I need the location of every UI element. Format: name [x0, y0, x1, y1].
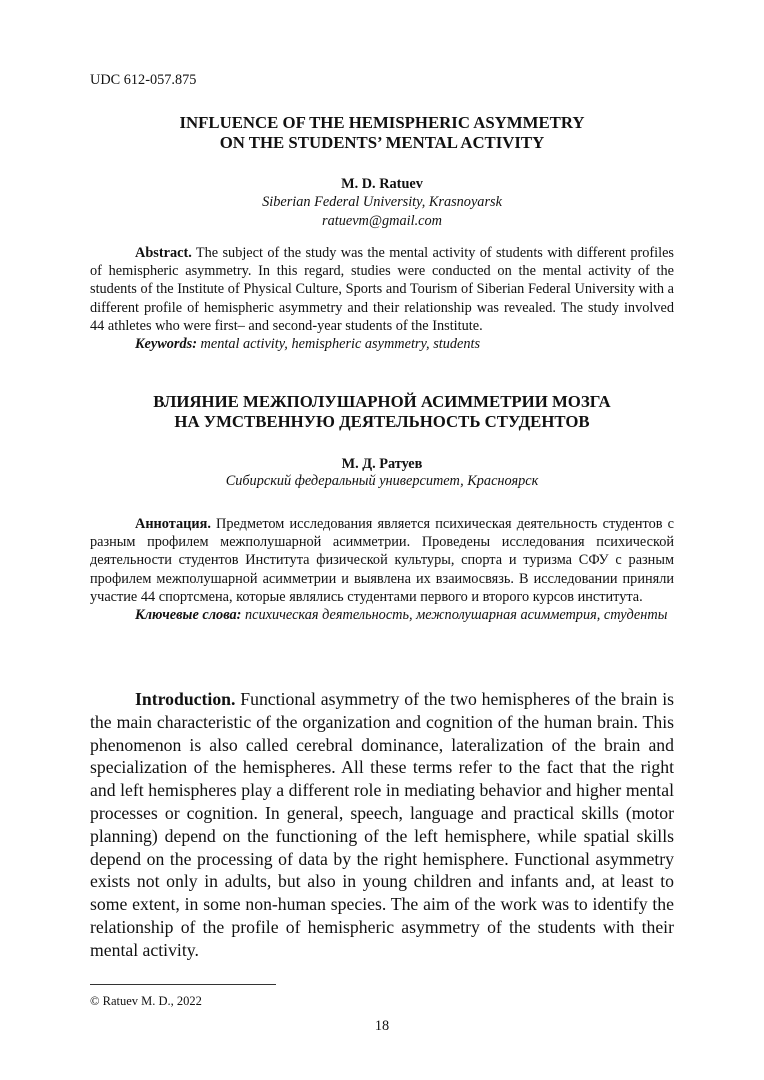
author-name-russian: М. Д. Ратуев — [341, 456, 423, 472]
article-title-english — [0, 113, 764, 153]
title-line-1: ВЛИЯНИЕ МЕЖПОЛУШАРНОЙ АСИММЕТРИИ МОЗГА — [153, 392, 611, 411]
affiliation-text: Siberian Federal University, Krasnoyarsk — [262, 194, 502, 210]
abstract-label: Abstract. — [135, 245, 192, 261]
keywords-paragraph — [90, 606, 674, 624]
keywords-text: психическая деятельность, межполушарная асимметрия, студенты — [241, 607, 668, 624]
introduction-paragraph — [90, 688, 674, 962]
abstract-paragraph — [90, 244, 674, 335]
introduction-label: Introduction. — [135, 689, 236, 709]
abstract-text: The subject of the study was the mental activity of students with different profiles of hemispheric asymmetry. In this regard, studies were conducted on the mental activity of the students of the Institute of Physical Culture, Sports and Tourism of Siberian Federal University with a different profile of hemispheric asymmetry and their relationship was revealed. The study involved 44 athletes who were first– and second-year students of the Institute. — [90, 245, 674, 334]
abstract-russian — [90, 515, 674, 624]
abstract-label: Аннотация. — [135, 516, 211, 532]
article-title-russian — [0, 392, 764, 432]
page-number: 18 — [374, 1018, 390, 1034]
udc-code: UDC 612-057.875 — [90, 72, 197, 88]
author-email[interactable]: ratuevm@gmail.com — [322, 213, 442, 229]
title-line-2: НА УМСТВЕННУЮ ДЕЯТЕЛЬНОСТЬ СТУДЕНТОВ — [174, 412, 590, 431]
abstract-english — [90, 244, 674, 353]
author-name-english: M. D. Ratuev — [341, 176, 423, 192]
title-line-1: INFLUENCE OF THE HEMISPHERIC ASYMMETRY — [179, 113, 585, 132]
abstract-paragraph — [90, 515, 674, 606]
footnote-divider — [90, 984, 276, 985]
keywords-text: mental activity, hemispheric asymmetry, students — [196, 336, 481, 353]
affiliation-russian: Сибирский федеральный университет, Красноярск — [225, 473, 539, 489]
introduction-text: Functional asymmetry of the two hemispheres of the brain is the main characteristic of the organization and cognition of the human brain. This phenomenon is also called cerebral dominance, lateralization of the brain and specialization of the hemispheres. All these terms refer to the fact that the right and left hemispheres play a different role in mediating behavior and higher mental processes or cognition. In general, speech, language and practical skills (motor planning) depend on the functioning of the left hemisphere, while spatial skills depend on the processing of data by the right hemisphere. Functional asymmetry exists not only in adults, but also in young children and infants and, at least to some extent, in some non-human species. The aim of the work was to identify the relationship of the profile of hemispheric asymmetry of the students with their mental activity. — [90, 689, 674, 960]
introduction-section — [90, 688, 674, 962]
keywords-label: Ключевые слова: — [135, 607, 242, 624]
affiliation-english — [0, 193, 764, 231]
abstract-text: Предметом исследования является психическая деятельность студентов с разным профилем межполушарной асимметрии. Проведены исследования психической деятельности студентов Института физической культуры, спорта и туризма СФУ с разным профилем межполушарной асимметрии и выявлена их взаимосвязь. В исследовании приняли участие 44 спортсмена, которые являлись студентами первого и второго курсов института. — [90, 516, 674, 605]
keywords-paragraph — [90, 335, 674, 353]
copyright-footnote: © Ratuev M. D., 2022 — [90, 994, 202, 1008]
keywords-label: Keywords: — [135, 336, 197, 353]
title-line-2: ON THE STUDENTS’ MENTAL ACTIVITY — [219, 133, 545, 152]
